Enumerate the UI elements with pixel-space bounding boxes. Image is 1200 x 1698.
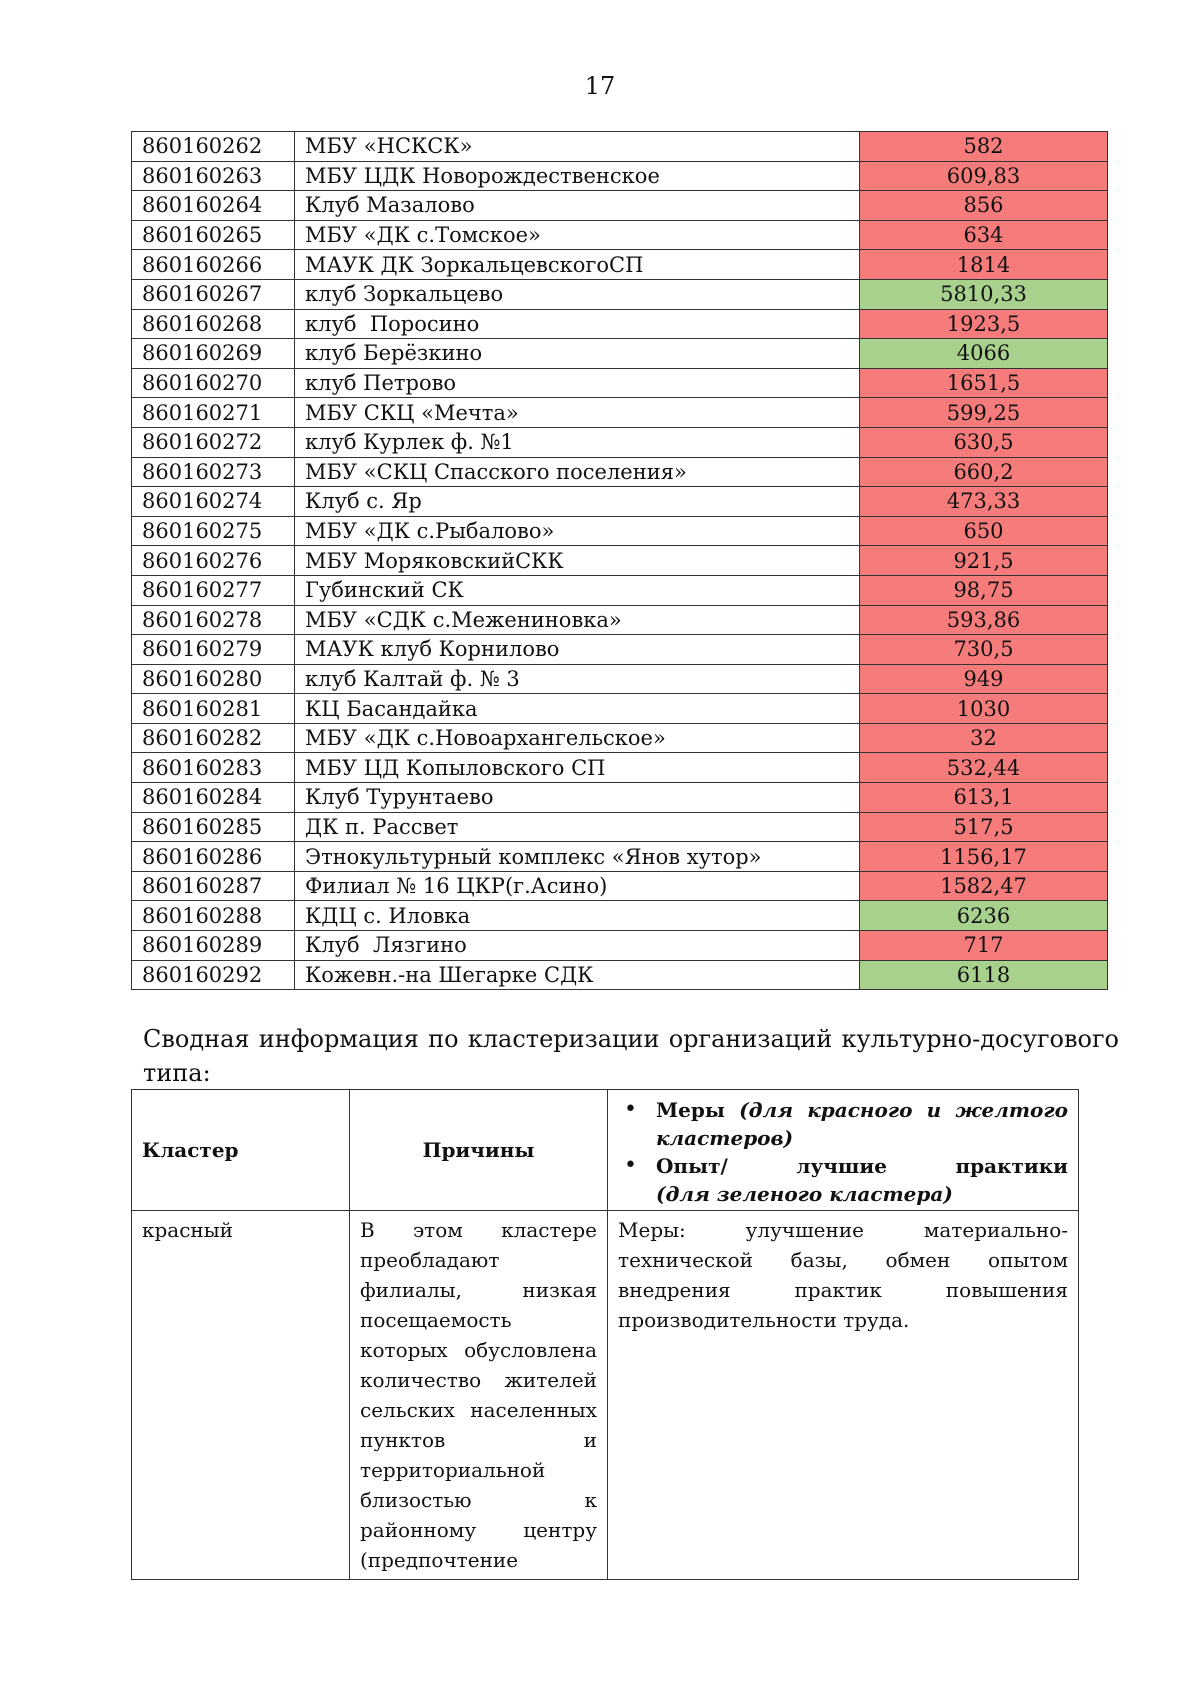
org-value-cell: 599,25 [860, 398, 1108, 428]
org-code-cell: 860160270 [132, 368, 295, 398]
org-name-cell: КДЦ с. Иловка [295, 901, 860, 931]
table-row [132, 723, 1108, 753]
header-measures [608, 1090, 1079, 1211]
org-value-cell: 717 [860, 931, 1108, 961]
table-row [132, 339, 1108, 369]
org-name-cell: МБУ ЦД Копыловского СП [295, 753, 860, 783]
org-code-cell: 860160282 [132, 723, 295, 753]
org-name-cell: МАУК клуб Корнилово [295, 635, 860, 665]
org-value-cell: 1814 [860, 250, 1108, 280]
org-code-cell: 860160280 [132, 664, 295, 694]
org-value-cell: 517,5 [860, 812, 1108, 842]
org-name-cell: Губинский СК [295, 575, 860, 605]
table-row [132, 901, 1108, 931]
org-name-cell: Кожевн.-на Шегарке СДК [295, 960, 860, 990]
table-row [132, 132, 1108, 162]
org-code-cell: 860160265 [132, 220, 295, 250]
org-value-cell: 532,44 [860, 753, 1108, 783]
table-row [132, 753, 1108, 783]
header-cluster: Кластер [132, 1090, 350, 1211]
org-value-cell: 630,5 [860, 427, 1108, 457]
org-name-cell: клуб Петрово [295, 368, 860, 398]
cluster-row-red [132, 1211, 1079, 1580]
org-value-cell: 634 [860, 220, 1108, 250]
table-row [132, 783, 1108, 813]
org-value-cell: 856 [860, 191, 1108, 221]
table-row [132, 812, 1108, 842]
org-name-cell: клуб Калтай ф. № 3 [295, 664, 860, 694]
org-name-cell: КЦ Басандайка [295, 694, 860, 724]
org-name-cell: МБУ «ДК с.Рыбалово» [295, 516, 860, 546]
org-value-cell: 921,5 [860, 546, 1108, 576]
org-code-cell: 860160286 [132, 842, 295, 872]
table-row [132, 664, 1108, 694]
org-name-cell: клуб Зоркальцево [295, 279, 860, 309]
table-row [132, 842, 1108, 872]
org-name-cell: клуб Поросино [295, 309, 860, 339]
org-code-cell: 860160263 [132, 161, 295, 191]
org-code-cell: 860160289 [132, 931, 295, 961]
org-code-cell: 860160287 [132, 871, 295, 901]
table-row [132, 161, 1108, 191]
org-value-cell: 613,1 [860, 783, 1108, 813]
table-row [132, 220, 1108, 250]
table-row [132, 309, 1108, 339]
org-value-cell: 5810,33 [860, 279, 1108, 309]
table-row [132, 457, 1108, 487]
page-number: 17 [584, 72, 616, 100]
measures-note: (для красного и желтого кластеров) [656, 1098, 1068, 1150]
org-name-cell: МАУК ДК ЗоркальцевскогоСП [295, 250, 860, 280]
org-name-cell: Клуб Лязгино [295, 931, 860, 961]
org-code-cell: 860160279 [132, 635, 295, 665]
org-code-cell: 860160284 [132, 783, 295, 813]
table-row [132, 546, 1108, 576]
experience-label: Опыт/ лучшие практики [656, 1154, 1068, 1178]
org-value-cell: 473,33 [860, 487, 1108, 517]
summary-paragraph: Сводная информация по кластеризации организаций культурно-досугового типа: [143, 1025, 1119, 1087]
cluster-table-header-row [132, 1090, 1079, 1211]
org-name-cell: МБУ «СКЦ Спасского поселения» [295, 457, 860, 487]
org-value-cell: 98,75 [860, 575, 1108, 605]
org-code-cell: 860160262 [132, 132, 295, 162]
org-value-cell: 6236 [860, 901, 1108, 931]
org-name-cell: МБУ ЦДК Новорождественское [295, 161, 860, 191]
table-row [132, 368, 1108, 398]
org-code-cell: 860160268 [132, 309, 295, 339]
org-code-cell: 860160274 [132, 487, 295, 517]
table-row [132, 931, 1108, 961]
org-value-cell: 1923,5 [860, 309, 1108, 339]
org-code-cell: 860160288 [132, 901, 295, 931]
org-name-cell: МБУ «ДК с.Новоархангельское» [295, 723, 860, 753]
org-value-cell: 1582,47 [860, 871, 1108, 901]
table-row [132, 516, 1108, 546]
measures-cell: Меры: улучшение материально-технической базы, обмен опытом внедрения практик повышения производительности труда. [608, 1211, 1079, 1580]
header-reasons: Причины [350, 1090, 608, 1211]
org-name-cell: Этнокультурный комплекс «Янов хутор» [295, 842, 860, 872]
org-name-cell: Клуб Турунтаево [295, 783, 860, 813]
org-value-cell: 1651,5 [860, 368, 1108, 398]
org-name-cell: МБУ МоряковскийСКК [295, 546, 860, 576]
org-code-cell: 860160276 [132, 546, 295, 576]
org-code-cell: 860160264 [132, 191, 295, 221]
table-row [132, 250, 1108, 280]
table-row [132, 427, 1108, 457]
org-value-cell: 1030 [860, 694, 1108, 724]
experience-note: (для зеленого кластера) [656, 1182, 953, 1206]
org-name-cell: МБУ «ДК с.Томское» [295, 220, 860, 250]
org-value-cell: 650 [860, 516, 1108, 546]
org-code-cell: 860160292 [132, 960, 295, 990]
org-code-cell: 860160266 [132, 250, 295, 280]
table-row [132, 191, 1108, 221]
org-name-cell: МБУ «НСКСК» [295, 132, 860, 162]
measures-label: Меры [656, 1098, 725, 1122]
org-code-cell: 860160283 [132, 753, 295, 783]
table-row [132, 398, 1108, 428]
table-row [132, 694, 1108, 724]
cluster-name-cell: красный [132, 1211, 350, 1580]
org-value-cell: 6118 [860, 960, 1108, 990]
org-code-cell: 860160275 [132, 516, 295, 546]
org-value-cell: 660,2 [860, 457, 1108, 487]
table-row [132, 487, 1108, 517]
table-row [132, 279, 1108, 309]
bullet-experience [618, 1152, 1068, 1208]
org-name-cell: МБУ СКЦ «Мечта» [295, 398, 860, 428]
org-name-cell: клуб Берёзкино [295, 339, 860, 369]
table-row [132, 635, 1108, 665]
org-value-cell: 32 [860, 723, 1108, 753]
org-value-cell: 949 [860, 664, 1108, 694]
table-row [132, 575, 1108, 605]
header-bullet-list [618, 1096, 1068, 1208]
org-value-cell: 609,83 [860, 161, 1108, 191]
org-code-cell: 860160285 [132, 812, 295, 842]
org-name-cell: Филиал № 16 ЦКР(г.Асино) [295, 871, 860, 901]
reasons-cell: В этом кластере преобладают филиалы, низкая посещаемость которых обусловлена количество жителей сельских населенных пунктов и территориальной близостью к районному центру (предпочтение [350, 1211, 608, 1580]
org-name-cell: Клуб Мазалово [295, 191, 860, 221]
org-code-cell: 860160267 [132, 279, 295, 309]
org-name-cell: МБУ «СДК с.Межениновка» [295, 605, 860, 635]
org-name-cell: Клуб с. Яр [295, 487, 860, 517]
org-code-cell: 860160273 [132, 457, 295, 487]
org-name-cell: ДК п. Рассвет [295, 812, 860, 842]
cluster-table [131, 1089, 1079, 1580]
org-value-cell: 582 [860, 132, 1108, 162]
org-code-cell: 860160271 [132, 398, 295, 428]
org-code-cell: 860160269 [132, 339, 295, 369]
table-row [132, 960, 1108, 990]
org-code-cell: 860160277 [132, 575, 295, 605]
org-value-cell: 730,5 [860, 635, 1108, 665]
org-value-cell: 4066 [860, 339, 1108, 369]
bullet-measures [618, 1096, 1068, 1152]
organizations-table [131, 131, 1108, 990]
org-code-cell: 860160278 [132, 605, 295, 635]
org-code-cell: 860160272 [132, 427, 295, 457]
table-row [132, 605, 1108, 635]
org-value-cell: 1156,17 [860, 842, 1108, 872]
org-value-cell: 593,86 [860, 605, 1108, 635]
organizations-table-body [132, 132, 1108, 990]
org-code-cell: 860160281 [132, 694, 295, 724]
org-name-cell: клуб Курлек ф. №1 [295, 427, 860, 457]
table-row [132, 871, 1108, 901]
